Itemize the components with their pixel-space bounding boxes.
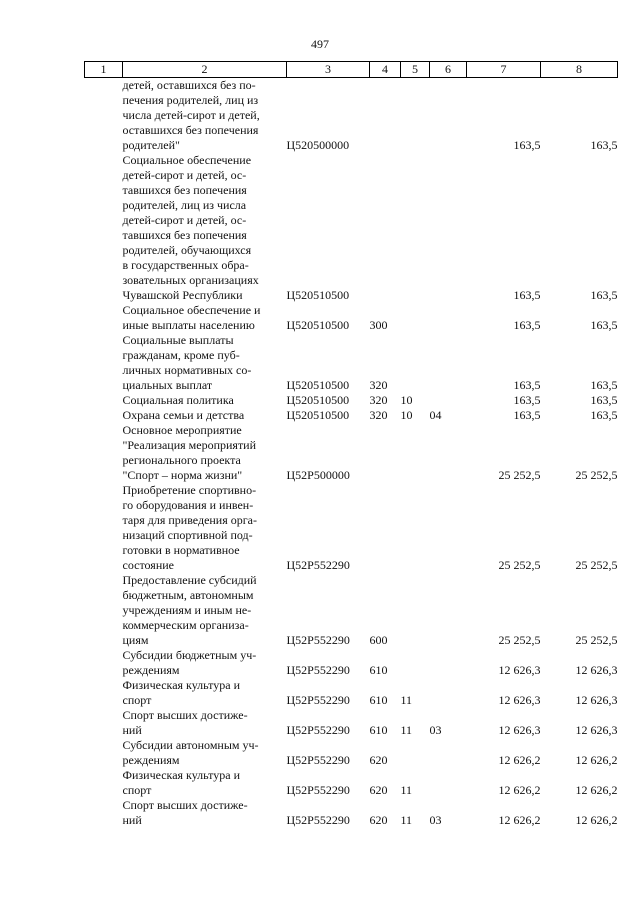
row-description	[123, 483, 287, 573]
description-line: гражданам, кроме пуб-	[122, 348, 240, 362]
row-subsection: 04	[429, 408, 442, 422]
description-line: таря для приведения орга-	[122, 513, 257, 527]
row-budget-code: Ц520510500	[286, 408, 350, 422]
description-line: оставшихся без попечения	[122, 123, 259, 137]
table-row	[85, 648, 618, 678]
row-col-1-empty	[85, 333, 123, 393]
header-col-1: 1	[85, 62, 123, 78]
row-subsection	[430, 393, 467, 408]
description-line: иные выплаты населению	[122, 318, 255, 332]
row-expense-type: 610	[369, 723, 388, 737]
row-amount-col-8: 12 626,2	[575, 783, 618, 797]
description-line: печения родителей, лиц из	[122, 93, 259, 107]
description-line: Субсидии бюджетным уч-	[122, 648, 257, 662]
row-amount-col-8: 12 626,3	[575, 723, 618, 737]
row-expense-type: 610	[369, 693, 388, 707]
row-budget-code: Ц52P552290	[286, 783, 350, 797]
row-description	[123, 678, 287, 708]
row-section	[401, 738, 430, 768]
description-line: числа детей-сирот и детей,	[122, 108, 260, 122]
table-row	[85, 423, 618, 483]
row-description	[123, 573, 287, 648]
row-amount-col-7: 163,5	[513, 378, 541, 392]
description-line: низаций спортивной под-	[122, 528, 253, 542]
row-description	[123, 153, 287, 303]
table-row	[85, 573, 618, 648]
row-section: 11	[400, 723, 413, 737]
description-line: ний	[122, 813, 142, 827]
table-row	[85, 393, 618, 408]
table-row	[85, 153, 618, 303]
row-amount-col-8: 163,5	[590, 378, 618, 392]
row-budget-code: Ц52P552290	[286, 753, 350, 767]
row-description	[123, 303, 287, 333]
description-line: Физическая культура и	[122, 768, 241, 782]
description-line: состояние	[122, 558, 174, 572]
row-amount-col-8: 12 626,2	[575, 753, 618, 767]
row-section: 11	[400, 813, 413, 827]
row-col-1-empty	[85, 78, 123, 154]
row-amount-col-8: 12 626,3	[575, 663, 618, 677]
description-line: родителей"	[122, 138, 180, 152]
description-line: "Реализация мероприятий	[122, 438, 257, 452]
description-line: родителей, лиц из числа	[122, 198, 247, 212]
row-budget-code: Ц52P552290	[286, 663, 350, 677]
header-col-4: 4	[370, 62, 401, 78]
row-description	[123, 393, 287, 408]
description-line: бюджетным, автономным	[122, 588, 254, 602]
description-line: регионального проекта	[122, 453, 241, 467]
description-line: детей, оставшихся без по-	[122, 78, 256, 92]
row-description	[123, 738, 287, 768]
row-amount-col-8: 163,5	[590, 318, 618, 332]
row-budget-code: Ц520510500	[286, 318, 350, 332]
row-expense-type: 320	[369, 378, 388, 392]
description-line: циальных выплат	[122, 378, 213, 392]
row-expense-type: 300	[369, 318, 388, 332]
row-description	[123, 648, 287, 678]
page-number: 497	[311, 37, 329, 51]
description-line: реждениям	[122, 753, 180, 767]
description-line: Социальные выплаты	[122, 333, 234, 347]
table-row	[85, 678, 618, 708]
row-budget-code: Ц52P552290	[286, 813, 350, 827]
table-row	[85, 78, 618, 154]
row-subsection	[430, 678, 467, 708]
row-expense-type	[370, 483, 401, 573]
row-budget-code: Ц52P552290	[286, 558, 350, 572]
table-row	[85, 408, 618, 423]
table-row	[85, 483, 618, 573]
row-amount-col-7: 12 626,3	[498, 693, 541, 707]
row-budget-code: Ц52P500000	[286, 468, 350, 482]
row-section	[401, 573, 430, 648]
description-line: Спорт высших достиже-	[122, 708, 248, 722]
description-line: Спорт высших достиже-	[122, 798, 248, 812]
row-subsection	[430, 768, 467, 798]
row-expense-type: 620	[369, 783, 388, 797]
row-budget-code: Ц520510500	[286, 378, 350, 392]
table-row	[85, 798, 618, 828]
row-amount-col-8: 163,5	[590, 138, 618, 152]
table-row	[85, 708, 618, 738]
row-section: 10	[400, 408, 413, 422]
description-line: тавшихся без попечения	[122, 183, 247, 197]
description-line: детей-сирот и детей, ос-	[122, 213, 247, 227]
row-amount-col-7: 25 252,5	[498, 468, 541, 482]
description-line: детей-сирот и детей, ос-	[122, 168, 247, 182]
description-line: Социальная политика	[122, 393, 234, 407]
row-expense-type: 320	[369, 393, 388, 407]
row-description	[123, 78, 287, 154]
row-amount-col-8: 25 252,5	[575, 633, 618, 647]
description-line: родителей, обучающихся	[122, 243, 252, 257]
row-amount-col-7: 163,5	[513, 288, 541, 302]
row-col-1-empty	[85, 648, 123, 678]
row-subsection	[430, 333, 467, 393]
description-line: реждениям	[122, 663, 180, 677]
description-line: Чувашской Республики	[122, 288, 243, 302]
row-col-1-empty	[85, 153, 123, 303]
description-line: Субсидии автономным уч-	[122, 738, 259, 752]
row-budget-code: Ц520510500	[286, 288, 350, 302]
row-amount-col-8: 25 252,5	[575, 468, 618, 482]
row-col-1-empty	[85, 798, 123, 828]
row-amount-col-7: 12 626,3	[498, 663, 541, 677]
row-expense-type: 610	[369, 663, 388, 677]
row-expense-type: 620	[369, 813, 388, 827]
row-description	[123, 708, 287, 738]
header-col-6: 6	[430, 62, 467, 78]
row-expense-type	[370, 78, 401, 154]
row-amount-col-8: 12 626,2	[575, 813, 618, 827]
row-col-1-empty	[85, 708, 123, 738]
row-subsection: 03	[429, 813, 442, 827]
description-line: спорт	[122, 783, 152, 797]
row-section	[401, 153, 430, 303]
row-description	[123, 768, 287, 798]
description-line: личных нормативных со-	[122, 363, 252, 377]
row-amount-col-8: 163,5	[590, 408, 618, 422]
row-section: 10	[400, 393, 413, 407]
row-amount-col-8: 163,5	[590, 393, 618, 407]
row-amount-col-7: 12 626,2	[498, 813, 541, 827]
description-line: "Спорт – норма жизни"	[122, 468, 243, 482]
row-amount-col-8: 163,5	[590, 288, 618, 302]
table-row	[85, 738, 618, 768]
table-row	[85, 303, 618, 333]
description-line: Основное мероприятие	[122, 423, 242, 437]
row-section	[401, 648, 430, 678]
row-subsection	[430, 303, 467, 333]
row-subsection	[430, 483, 467, 573]
description-line: Физическая культура и	[122, 678, 241, 692]
row-expense-type: 600	[369, 633, 388, 647]
row-col-1-empty	[85, 408, 123, 423]
row-amount-col-7: 12 626,3	[498, 723, 541, 737]
description-line: учреждениям и иным не-	[122, 603, 252, 617]
row-budget-code: Ц52P552290	[286, 633, 350, 647]
header-col-7: 7	[467, 62, 541, 78]
row-section	[401, 78, 430, 154]
description-line: ний	[122, 723, 142, 737]
row-subsection	[430, 78, 467, 154]
row-amount-col-7: 25 252,5	[498, 633, 541, 647]
row-col-1-empty	[85, 573, 123, 648]
description-line: в государственных обра-	[122, 258, 249, 272]
row-section: 11	[400, 783, 413, 797]
row-section	[401, 483, 430, 573]
row-expense-type: 620	[369, 753, 388, 767]
table-row	[85, 768, 618, 798]
row-description	[123, 408, 287, 423]
row-section: 11	[400, 693, 413, 707]
row-subsection	[430, 573, 467, 648]
row-amount-col-7: 12 626,2	[498, 753, 541, 767]
row-amount-col-7: 12 626,2	[498, 783, 541, 797]
row-description	[123, 333, 287, 393]
description-line: Приобретение спортивно-	[122, 483, 257, 497]
row-budget-code: Ц52P552290	[286, 693, 350, 707]
table-header-row	[85, 62, 618, 78]
description-line: спорт	[122, 693, 152, 707]
row-budget-code: Ц52P552290	[286, 723, 350, 737]
description-line: тавшихся без попечения	[122, 228, 247, 242]
row-col-1-empty	[85, 483, 123, 573]
row-subsection	[430, 153, 467, 303]
row-amount-col-7: 25 252,5	[498, 558, 541, 572]
header-col-8: 8	[541, 62, 618, 78]
row-expense-type: 320	[369, 408, 388, 422]
row-amount-col-7: 163,5	[513, 318, 541, 332]
description-line: Социальное обеспечение и	[122, 303, 261, 317]
row-subsection	[430, 423, 467, 483]
row-amount-col-7: 163,5	[513, 393, 541, 407]
description-line: Предоставление субсидий	[122, 573, 257, 587]
row-col-1-empty	[85, 423, 123, 483]
row-budget-code: Ц520500000	[286, 138, 350, 152]
description-line: Социальное обеспечение	[122, 153, 252, 167]
header-col-5: 5	[401, 62, 430, 78]
row-col-1-empty	[85, 678, 123, 708]
row-section	[401, 303, 430, 333]
description-line: готовки в нормативное	[122, 543, 240, 557]
row-subsection: 03	[429, 723, 442, 737]
row-col-1-empty	[85, 738, 123, 768]
table-body	[85, 78, 618, 829]
row-amount-col-8: 12 626,3	[575, 693, 618, 707]
description-line: Охрана семьи и детства	[122, 408, 245, 422]
row-description	[123, 798, 287, 828]
description-line: коммерческим организа-	[122, 618, 249, 632]
description-line: циям	[122, 633, 149, 647]
row-expense-type	[370, 153, 401, 303]
row-section	[401, 423, 430, 483]
row-amount-col-7: 163,5	[513, 138, 541, 152]
header-col-2: 2	[123, 62, 287, 78]
budget-table	[84, 61, 618, 828]
row-col-1-empty	[85, 393, 123, 408]
description-line: зовательных организациях	[122, 273, 259, 287]
row-description	[123, 423, 287, 483]
row-subsection	[430, 648, 467, 678]
row-expense-type	[370, 423, 401, 483]
row-amount-col-7: 163,5	[513, 408, 541, 422]
description-line: го оборудования и инвен-	[122, 498, 254, 512]
row-col-1-empty	[85, 768, 123, 798]
row-amount-col-8: 25 252,5	[575, 558, 618, 572]
row-subsection	[430, 738, 467, 768]
row-budget-code: Ц520510500	[286, 393, 350, 407]
table-row	[85, 333, 618, 393]
row-col-1-empty	[85, 303, 123, 333]
row-section	[401, 333, 430, 393]
header-col-3: 3	[287, 62, 370, 78]
